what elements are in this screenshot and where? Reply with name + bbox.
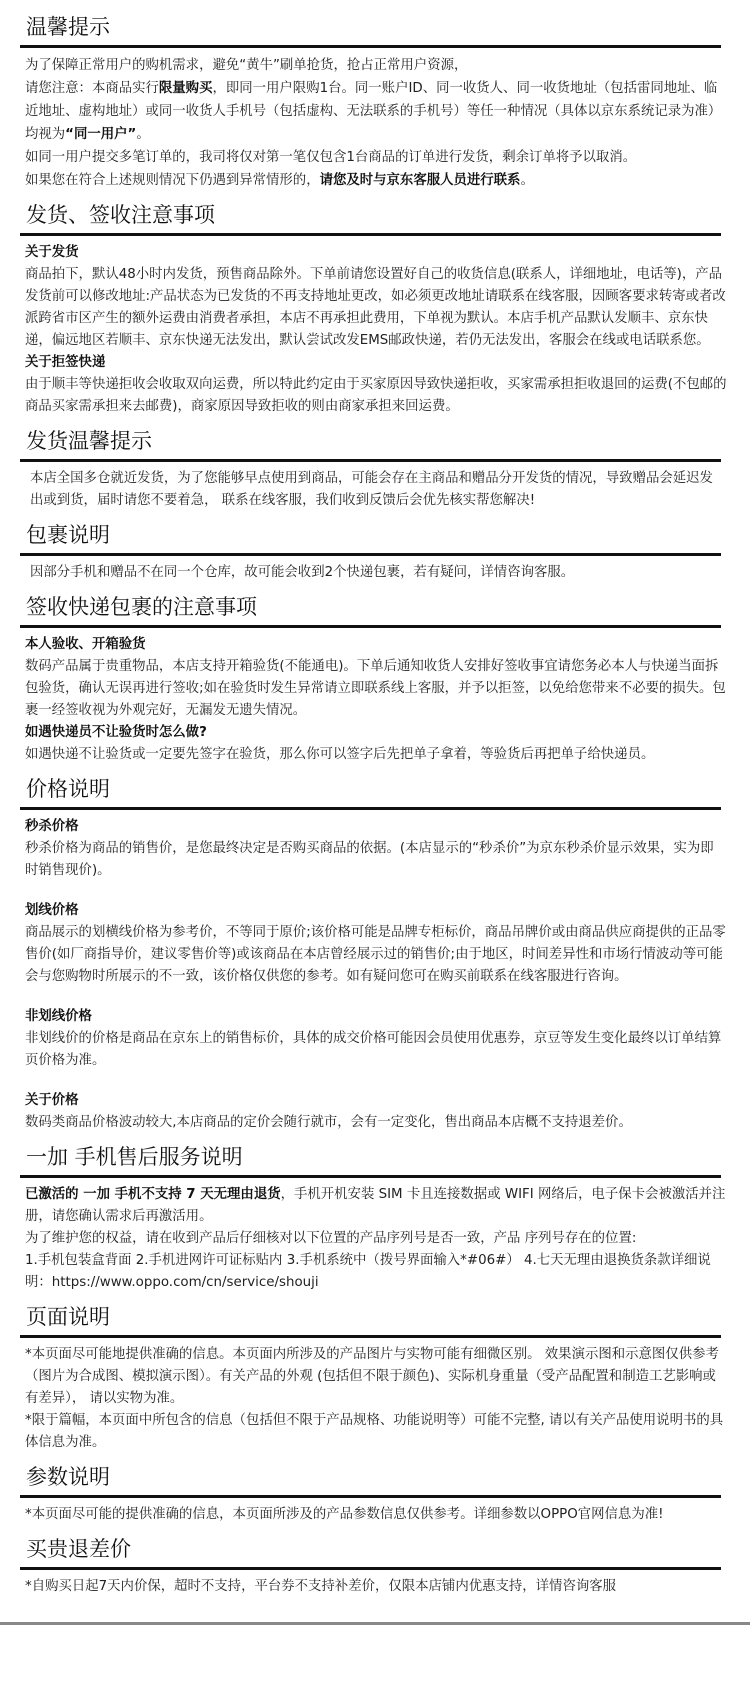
section-divider	[20, 1567, 721, 1570]
section-divider	[20, 459, 721, 462]
section-divider	[20, 1175, 721, 1178]
section-body	[30, 468, 725, 512]
paragraph	[25, 838, 727, 882]
paragraph	[25, 722, 727, 744]
paragraph	[25, 816, 727, 838]
paragraph-gap	[25, 1072, 727, 1090]
paragraph	[25, 1576, 727, 1598]
section-s6	[0, 774, 750, 1134]
section-title: 包裹说明	[26, 523, 110, 547]
section-s3	[0, 426, 750, 512]
bold-text: 划线价格	[25, 903, 79, 918]
section-body	[25, 242, 727, 418]
section-title: 一加 手机售后服务说明	[26, 1145, 243, 1169]
text: 如遇快递不让验货或一定要先签字在验货，那么你可以签字后先把单子拿着，等验货后再把单子给快递员。	[25, 747, 655, 762]
section-title: 参数说明	[26, 1465, 110, 1489]
text: 秒杀价格为商品的销售价，是您最终决定是否购买商品的依据。(本店显示的“秒杀价”为京东秒杀价显示效果，实为即时销售现价)。	[25, 841, 714, 878]
paragraph	[25, 922, 727, 988]
section-body	[25, 54, 727, 192]
section-divider	[20, 233, 721, 236]
text: 因部分手机和赠品不在同一个仓库，故可能会收到2个快递包裹，若有疑问，详情咨询客服。	[30, 565, 575, 580]
bold-text: 请您及时与京东客服人员进行联系	[319, 173, 521, 188]
section-divider	[20, 1335, 721, 1338]
paragraph	[25, 1028, 727, 1072]
section-body	[25, 1344, 727, 1454]
text: 数码产品属于贵重物品，本店支持开箱验货(不能通电)。下单后通知收货人安排好签收事宜请您务必本人与快递当面拆包验货，确认无误再进行签收;如在验货时发生异常请立即联系线上客服，并予以拒签，以免给您带来不必要的损失。包裹一经签收视为外观完好，无漏发无遗失情况。	[25, 659, 726, 718]
bold-text: “同一用户”	[65, 127, 137, 142]
paragraph	[25, 1184, 727, 1228]
section-body	[25, 1504, 727, 1526]
paragraph	[25, 900, 727, 922]
section-title: 签收快递包裹的注意事项	[26, 595, 257, 619]
text: 本店全国多仓就近发货，为了您能够早点使用到商品，可能会存在主商品和赠品分开发货的情况，导致赠品会延迟发出或到货，届时请您不要着急， 联系在线客服，我们收到反馈后会优先核实帮您解决!	[30, 471, 713, 508]
paragraph	[25, 54, 727, 77]
paragraph	[25, 352, 727, 374]
text: *限于篇幅，本页面中所包含的信息（包括但不限于产品规格、功能说明等）可能不完整, 请以有关产品使用说明书的具体信息为准。	[25, 1413, 724, 1450]
paragraph	[30, 562, 732, 584]
bold-text: 非划线价格	[25, 1009, 92, 1024]
paragraph	[25, 1006, 727, 1028]
paragraph	[25, 242, 727, 264]
text: 数码类商品价格波动较大,本店商品的定价会随行就市，会有一定变化，售出商品本店概不支持退差价。	[25, 1115, 632, 1130]
section-divider	[20, 807, 721, 810]
paragraph	[25, 1410, 727, 1454]
paragraph	[25, 656, 727, 722]
text: *本页面尽可能地提供准确的信息。本页面内所涉及的产品图片与实物可能有细微区别。 效果演示图和示意图仅供参考（图片为合成图、模拟演示图）。有关产品的外观 (包括但不限于颜色)、实际机身重量（受产品配置和制造工艺影响或有差异）， 请以实物为准。	[25, 1347, 719, 1406]
section-title: 价格说明	[26, 777, 110, 801]
paragraph	[25, 1250, 727, 1294]
section-body	[30, 562, 732, 584]
section-title: 发货、签收注意事项	[26, 203, 215, 227]
text: *自购买日起7天内价保，超时不支持，平台券不支持补差价，仅限本店铺内优惠支持，详情咨询客服	[25, 1579, 617, 1594]
bold-text: 秒杀价格	[25, 819, 79, 834]
text: 如同一用户提交多笔订单的，我司将仅对第一笔仅包含1台商品的订单进行发货，剩余订单将予以取消。	[25, 150, 637, 165]
section-title: 页面说明	[26, 1305, 110, 1329]
section-s8	[0, 1302, 750, 1454]
text: 1.手机包装盒背面 2.手机进网许可证标贴内 3.手机系统中（拨号界面输入*#06#） 4.七天无理由退换货条款详细说明：https://www.oppo.com/cn/service/shouji	[25, 1253, 711, 1290]
text: 商品拍下，默认48小时内发货，预售商品除外。下单前请您设置好自己的收货信息(联系人，详细地址，电话等)，产品发货前可以修改地址:产品状态为已发货的不再支持地址更改，如必须更改地址请联系在线客服，因顾客要求转寄或者改派跨省市区产生的额外运费由消费者承担，本店不再承担此费用，下单视为默认。本店手机产品默认发顺丰、京东快递，偏远地区若顺丰、京东快递无法发出，默认尝试改发EMS邮政快递，若仍无法发出，客服会在线或电话联系您。	[25, 267, 726, 348]
text: 非划线价的价格是商品在京东上的销售标价，具体的成交价格可能因会员使用优惠券，京豆等发生变化最终以订单结算页价格为准。	[25, 1031, 722, 1068]
section-body	[25, 634, 727, 766]
section-divider	[20, 45, 721, 48]
bottom-divider	[0, 1622, 750, 1625]
section-s5	[0, 592, 750, 766]
section-divider	[20, 553, 721, 556]
paragraph	[25, 1344, 727, 1410]
paragraph	[25, 77, 727, 146]
paragraph	[25, 1090, 727, 1112]
section-body	[25, 1576, 727, 1598]
paragraph	[25, 146, 727, 169]
text: 。	[136, 127, 150, 142]
text: 商品展示的划横线价格为参考价，不等同于原价;该价格可能是品牌专柜标价，商品吊牌价或由商品供应商提供的正品零售价(如厂商指导价，建议零售价等)或该商品在本店曾经展示过的销售价;由于地区，时间差异性和市场行情波动等可能会与您购物时所展示的不一致，该价格仅供您的参考。如有疑问您可在购买前联系在线客服进行咨询。	[25, 925, 726, 984]
section-body	[25, 1184, 727, 1294]
section-s2	[0, 200, 750, 418]
paragraph-gap	[25, 882, 727, 900]
bold-text: 关于发货	[25, 245, 79, 260]
section-body	[25, 816, 727, 1134]
section-s7	[0, 1142, 750, 1294]
paragraph-gap	[25, 988, 727, 1006]
section-s9	[0, 1462, 750, 1526]
text: 由于顺丰等快递拒收会收取双向运费，所以特此约定由于买家原因导致快递拒收，买家需承担拒收退回的运费(不包邮的商品买家需承担来去邮费)，商家原因导致拒收的则由商家承担来回运费。	[25, 377, 727, 414]
paragraph	[30, 468, 725, 512]
text: ，手机开机安装 SIM 卡且连接数据或 WIFI 网络后，电子保卡会被激活并注册，请您确认需求后再激活用。	[25, 1187, 726, 1224]
bold-text: 限量购买	[158, 81, 213, 96]
paragraph	[25, 374, 727, 418]
text: ，即同一用户限购1台。同一账户ID、同一收货人、同一收货地址（包括雷同地址、临近地址、虚构地址）或同一收货人手机号（包括虚构、无法联系的手机号）等任一种情况（具体以京东系统记录为准）均视为	[25, 81, 722, 142]
section-divider	[20, 625, 721, 628]
bold-text: 本人验收、开箱验货	[25, 637, 146, 652]
paragraph	[25, 744, 727, 766]
section-title: 发货温馨提示	[26, 429, 152, 453]
paragraph	[25, 634, 727, 656]
section-s10	[0, 1534, 750, 1598]
section-divider	[20, 1495, 721, 1498]
paragraph	[25, 264, 727, 352]
bold-text: 已激活的 一加 手机不支持 7 天无理由退货	[25, 1187, 281, 1202]
section-s1	[0, 12, 750, 192]
text: *本页面尽可能的提供准确的信息，本页面所涉及的产品参数信息仅供参考。详细参数以OPPO官网信息为准!	[25, 1507, 664, 1522]
text: 如果您在符合上述规则情况下仍遇到异常情形的，	[25, 173, 320, 188]
section-title: 温馨提示	[26, 15, 110, 39]
bold-text: 关于拒签快递	[25, 355, 106, 370]
text: 为了维护您的权益，请在收到产品后仔细核对以下位置的产品序列号是否一致，产品 序列号存在的位置:	[25, 1231, 637, 1246]
paragraph	[25, 1112, 727, 1134]
text: 请您注意：本商品实行	[25, 81, 159, 96]
section-s4	[0, 520, 750, 584]
text: 为了保障正常用户的购机需求，避免“黄牛”刷单抢货，抢占正常用户资源，	[25, 58, 468, 73]
bold-text: 关于价格	[25, 1093, 79, 1108]
paragraph	[25, 1504, 727, 1526]
section-title: 买贵退差价	[26, 1537, 131, 1561]
paragraph	[25, 169, 727, 192]
paragraph	[25, 1228, 727, 1250]
bold-text: 如遇快递员不让验货时怎么做?	[25, 725, 207, 740]
text: 。	[520, 173, 534, 188]
